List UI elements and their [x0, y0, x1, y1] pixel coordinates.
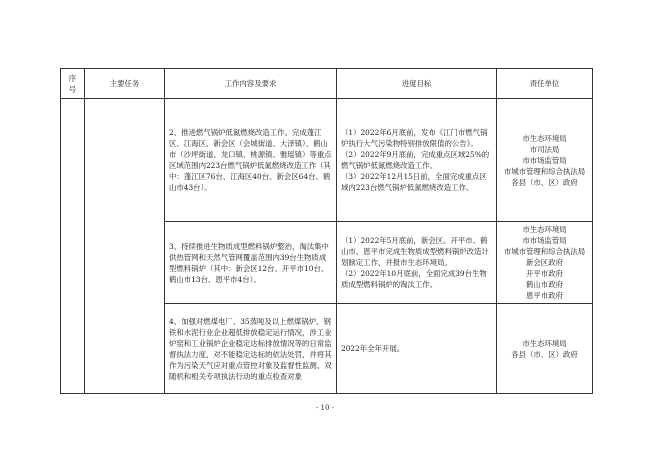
progress-item: （2）2022年9月底前，完成重点区域25%的燃气锅炉低氮燃烧改造工作。 [341, 150, 490, 170]
progress-item: （3）2022年12月15日前，全面完成重点区域内223台燃气锅炉低氮燃烧改造工作。 [341, 172, 487, 192]
unit-item: 市生态环境局 [522, 133, 567, 143]
header-work-content: 工作内容及要求 [165, 69, 337, 99]
unit-item: 市司法局 [529, 144, 560, 154]
unit-item: 市城市管理和综合执法局 [503, 247, 586, 256]
header-serial-char-2: 号 [68, 84, 77, 94]
serial-number-cell [61, 99, 85, 394]
progress-cell [337, 99, 497, 222]
unit-item: 鹤山市政府 [526, 280, 563, 289]
work-content-cell: 2、推进燃气锅炉低氮燃烧改造工作。完成蓬江区、江海区、新会区（会城街道、大泽镇）、鹤山市（沙坪街道、龙口镇、桃源镇、雅瑶镇）等重点区域范围内223台燃气锅炉低氮燃烧改造工作（其中：蓬江区76台、江海区40台、新会区64台、鹤山市43台）。 [165, 99, 337, 222]
progress-item: （2）2022年10月底前，全面完成39台生物质成型燃料锅炉的淘汰工作。 [341, 269, 487, 289]
header-main-task: 主要任务 [85, 69, 165, 99]
unit-item: 开平市政府 [526, 269, 563, 278]
work-content-cell: 3、持续推进生物质成型燃料锅炉整治，淘汰集中供热管网和天然气管网覆盖范围内39台生物质成型燃料锅炉（其中：新会区12台、开平市10台、鹤山市13台、恩平市4台）。 [165, 222, 337, 304]
table-row [61, 99, 593, 222]
unit-item: 恩平市政府 [526, 291, 563, 300]
responsible-unit-cell [497, 304, 593, 394]
unit-item: 市市场监管局 [522, 236, 567, 245]
responsible-unit-cell [497, 99, 593, 222]
progress-item: （1）2022年6月底前，发布《江门市燃气锅炉执行大气污染物特别排放限值的公告》。 [341, 128, 488, 148]
header-responsible-unit: 责任单位 [497, 69, 593, 99]
header-progress-target: 进度目标 [337, 69, 497, 99]
main-task-cell [85, 99, 165, 394]
progress-cell [337, 222, 497, 304]
header-serial-char-1: 序 [68, 73, 77, 83]
header-row [61, 69, 593, 99]
progress-item: 2022年全年开展。 [341, 344, 405, 353]
page-number: - 10 - [315, 404, 335, 412]
unit-item: 市市场监管局 [522, 155, 567, 165]
unit-item: 新会区政府 [526, 258, 563, 267]
unit-item: 市生态环境局 [522, 225, 567, 234]
unit-item: 各县（市、区）政府 [511, 177, 578, 187]
header-serial-number [61, 69, 85, 99]
unit-item: 各县（市、区）政府 [511, 349, 578, 359]
task-table [60, 68, 593, 394]
progress-cell [337, 304, 497, 394]
progress-item: （1）2022年5月底前，新会区、开平市、鹤山市、恩平市完成生物质成型燃料锅炉改造计划制定工作，并报市生态环境局。 [341, 236, 489, 267]
unit-item: 市城市管理和综合执法局 [503, 166, 586, 176]
responsible-unit-cell [497, 222, 593, 304]
work-content-cell: 4、加强对燃煤电厂、35蒸吨及以上燃煤锅炉、钢铁和水泥行业企业超低排放稳定运行情况，涉工业炉窑和工业锅炉企业稳定达标排放情况等的日常监督执法力度，对不能稳定达标的依法处罚，并将其作为污染天气应对重点管控对象及监督性监测、双随机和相关专项执法行动的重点检查对象 [165, 304, 337, 394]
unit-item: 市生态环境局 [522, 338, 567, 348]
